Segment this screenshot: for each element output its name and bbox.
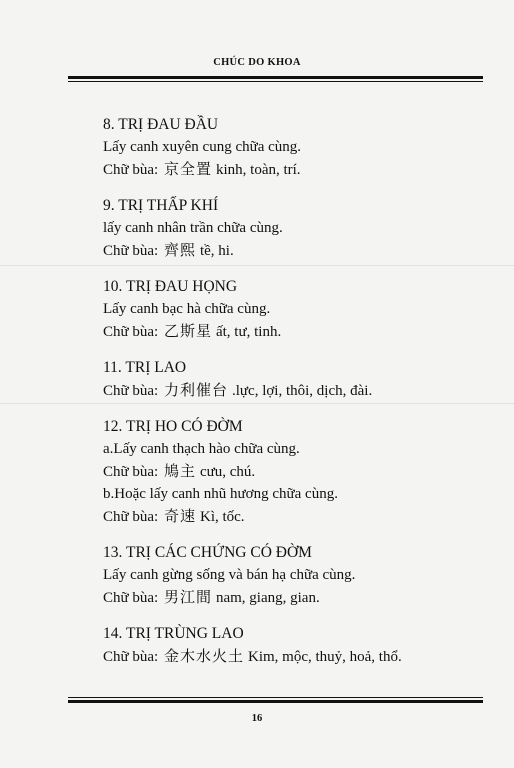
talisman-line xyxy=(103,379,493,402)
remedy-section xyxy=(103,623,493,668)
footer-rule-thick xyxy=(68,700,483,703)
footer-rule-thin xyxy=(68,697,483,698)
talisman-characters: 力利催台 xyxy=(163,381,228,399)
instruction-line: Lấy canh gừng sống và bán hạ chữa cùng. xyxy=(103,567,356,583)
running-header: CHÚC DO KHOA xyxy=(213,57,301,68)
remedy-section xyxy=(103,542,493,609)
talisman-characters: 齊熙 xyxy=(163,241,196,259)
section-heading: 14. TRỊ TRÙNG LAO xyxy=(103,625,244,642)
talisman-label: Chữ bùa: xyxy=(103,590,159,606)
section-heading: 13. TRỊ CÁC CHỨNG CÓ ĐỜM xyxy=(103,544,312,561)
talisman-reading: Kì, tốc. xyxy=(199,509,245,525)
section-heading: 12. TRỊ HO CÓ ĐỜM xyxy=(103,418,243,435)
talisman-reading: tề, hi. xyxy=(199,243,234,259)
instruction-line: Lấy canh xuyên cung chữa cùng. xyxy=(103,139,302,155)
talisman-line xyxy=(103,320,493,343)
talisman-line xyxy=(103,239,493,262)
talisman-characters: 京全置 xyxy=(163,160,212,178)
talisman-line xyxy=(103,460,493,483)
header-rule-thick xyxy=(68,76,483,79)
talisman-line xyxy=(103,586,493,609)
talisman-label: Chữ bùa: xyxy=(103,383,159,399)
instruction-line: lấy canh nhân trần chữa cùng. xyxy=(103,220,283,236)
remedy-section xyxy=(103,416,493,528)
header-rule-thin xyxy=(68,81,483,82)
talisman-label: Chữ bùa: xyxy=(103,464,159,480)
section-heading: 10. TRỊ ĐAU HỌNG xyxy=(103,278,238,295)
talisman-reading: ất, tư, tinh. xyxy=(215,324,282,340)
talisman-reading: Kim, mộc, thuỷ, hoả, thổ. xyxy=(247,649,402,665)
talisman-label: Chữ bùa: xyxy=(103,649,159,665)
remedy-section xyxy=(103,195,493,262)
talisman-line xyxy=(103,158,493,181)
section-heading: 11. TRỊ LAO xyxy=(103,359,187,376)
talisman-label: Chữ bùa: xyxy=(103,243,159,259)
section-heading: 9. TRỊ THẤP KHÍ xyxy=(103,197,219,214)
page-number: 16 xyxy=(251,713,263,724)
talisman-characters: 奇速 xyxy=(163,507,196,525)
talisman-characters: 乙斯星 xyxy=(163,322,212,340)
talisman-characters: 男江間 xyxy=(163,588,212,606)
talisman-line xyxy=(103,645,493,668)
remedy-section xyxy=(103,357,493,402)
remedy-section xyxy=(103,276,493,343)
remedy-section xyxy=(103,114,493,181)
talisman-reading: nam, giang, gian. xyxy=(215,590,320,606)
main-content xyxy=(103,114,493,682)
talisman-reading: .lực, lợi, thôi, dịch, đài. xyxy=(231,383,373,399)
instruction-line: b.Hoặc lấy canh nhũ hương chữa cùng. xyxy=(103,486,338,502)
instruction-line: Lấy canh bạc hà chữa cùng. xyxy=(103,301,271,317)
talisman-characters: 鳩主 xyxy=(163,462,196,480)
talisman-characters: 金木水火土 xyxy=(163,647,244,665)
talisman-line xyxy=(103,505,493,528)
talisman-reading: cưu, chú. xyxy=(199,464,256,480)
talisman-label: Chữ bùa: xyxy=(103,509,159,525)
talisman-reading: kinh, toàn, trí. xyxy=(215,162,301,178)
section-heading: 8. TRỊ ĐAU ĐẦU xyxy=(103,116,219,133)
instruction-line: a.Lấy canh thạch hào chữa cùng. xyxy=(103,441,300,457)
talisman-label: Chữ bùa: xyxy=(103,162,159,178)
talisman-label: Chữ bùa: xyxy=(103,324,159,340)
